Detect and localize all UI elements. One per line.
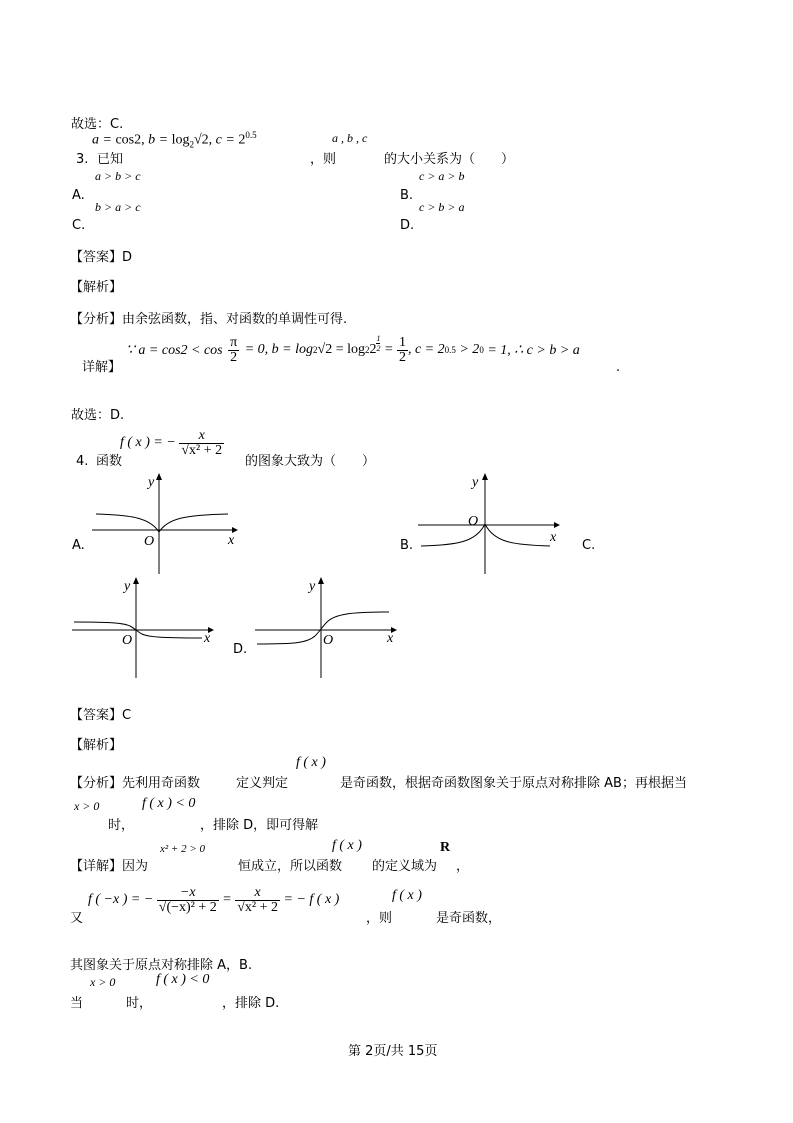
fenxi-text: 由余弦函数，指、对函数的单调性可得.: [122, 312, 348, 327]
graph-a: [92, 470, 242, 576]
graph-c-y-arrow: [133, 577, 139, 584]
q3-option-a-label: A.: [72, 188, 85, 203]
q4-detail-fx: f ( x ): [332, 838, 362, 853]
graph-b-x-label: x: [550, 530, 557, 545]
q4-fenxi-cond1: x > 0: [74, 799, 100, 813]
q3-vars: a , b , c: [332, 131, 368, 145]
q3-number: 3.: [76, 152, 89, 167]
q3-option-d-expr: c > b > a: [419, 200, 465, 214]
answer-tag: 【答案】: [70, 708, 123, 723]
q3-option-b-label: B.: [400, 188, 414, 203]
q4-detail-dang: 当: [70, 996, 84, 1011]
q3-answer: [70, 250, 132, 266]
q3-detail-formula: ∵ a = cos2 < cos $\frac{\pi}{2}$ = 0, b = log 2 √2 = log 2 2 $\frac{1}{2}$ = $\frac{1}{2}$ , c = 2 0.5 > 2 0 = 1, ∴ c > b > a: [126, 333, 580, 365]
q4-number: 4.: [76, 454, 89, 469]
q4-detail-line1: 【详解】因为: [70, 859, 149, 874]
q3-analysis-tag: 【解析】: [70, 280, 123, 295]
graph-a-y-label: y: [148, 475, 155, 490]
q4-stem-prefix: 函数: [96, 454, 123, 469]
q4-fenxi-4: 时，: [108, 818, 135, 833]
q4-detail-8: ，排除 D.: [222, 996, 280, 1011]
answer-value: D: [122, 250, 133, 265]
graph-b-y-arrow: [482, 473, 488, 480]
graph-b-y-label: y: [472, 475, 479, 490]
graph-c-origin: O: [122, 633, 133, 648]
answer-value: C: [122, 708, 132, 723]
q4-answer: [70, 708, 131, 724]
q4-fenxi-3: 是奇函数，根据奇函数图象关于原点对称排除 AB；再根据当: [340, 776, 687, 791]
q4-fenxi-5: ，排除 D，即可得解: [200, 818, 319, 833]
graph-c-y-label: y: [124, 579, 131, 594]
graph-c-x-label: x: [204, 631, 211, 646]
q4-detail-you: 又: [70, 911, 84, 926]
q3-formula: a = cos2, $b = \log_2√2$, $c = 2^{0.5}$: [92, 130, 257, 150]
graph-c: [72, 574, 222, 680]
q4-detail-comma: ，: [456, 859, 470, 874]
graph-b: [418, 470, 568, 576]
q4-detail-5: 是奇函数，: [436, 911, 502, 926]
q4-fenxi-line: 【分析】先利用奇函数: [70, 776, 201, 791]
q3-option-d-label: D.: [400, 218, 415, 233]
q4-analysis-tag: 【解析】: [70, 738, 123, 753]
q4-stem-suffix: 的图象大致为（ ）: [245, 454, 376, 469]
q4-fenxi-cond2: f ( x ) < 0: [142, 796, 196, 811]
q4-detail-3: 的定义域为: [372, 859, 438, 874]
q4-detail-cond3: f ( x ) < 0: [156, 972, 210, 987]
graph-a-origin: O: [144, 534, 155, 549]
q4-func-def: f ( x ) = − $\frac{x}{\text{√x² + 2}}$: [120, 427, 223, 458]
q4-label-d: D.: [233, 642, 248, 657]
graph-b-x-arrow: [554, 522, 560, 528]
q3-stem-suffix: 的大小关系为（ ）: [384, 152, 515, 167]
q4-detail-4: ，则: [366, 911, 393, 926]
q3-option-b-expr: c > a > b: [419, 169, 465, 183]
q4-detail-7: 时，: [126, 996, 153, 1011]
q4-fenxi-2: 定义判定: [236, 776, 289, 791]
q4-label-a: A.: [72, 538, 85, 553]
graph-a-curve: [96, 514, 228, 532]
q3-choose: 故选：D.: [71, 408, 125, 423]
q4-detail-fx2: f ( x ): [392, 888, 422, 903]
q4-fenxi-fx: f ( x ): [296, 755, 326, 770]
fenxi-tag: 【分析】: [70, 312, 123, 327]
q3-fenxi: [70, 312, 347, 328]
graph-a-x-label: x: [228, 533, 235, 548]
q4-detail-R: R: [440, 840, 451, 855]
q3-option-c-label: C.: [72, 218, 86, 233]
prev-answer: 故选：C.: [71, 117, 124, 132]
graph-a-y-arrow: [156, 473, 162, 480]
graph-d: [255, 574, 405, 680]
q3-option-c-expr: b > a > c: [95, 200, 141, 214]
graph-d-x-label: x: [387, 631, 394, 646]
q4-label-b: B.: [400, 538, 414, 553]
graph-d-y-arrow: [318, 577, 324, 584]
fenxi-tag: 【分析】: [70, 776, 123, 791]
q4-detail-expr: f ( −x ) = − $\frac{-x}{\text{√(−x)² + 2}}$ = $\frac{x}{\text{√x² + 2}}$ = − f ( x ): [88, 884, 340, 915]
graph-b-origin: O: [468, 514, 479, 529]
answer-tag: 【答案】: [70, 250, 123, 265]
q3-stem-prefix: 已知: [97, 152, 124, 167]
graph-d-origin: O: [323, 633, 334, 648]
page-footer: 第 2页/共 15页: [348, 1044, 438, 1059]
q4-detail-cond: x² + 2 > 0: [160, 843, 206, 855]
graph-d-y-label: y: [309, 579, 316, 594]
detail-tag: 【详解】: [70, 859, 123, 874]
q3-detail-end: .: [616, 360, 621, 375]
q4-detail-2: 恒成立，所以函数: [238, 859, 343, 874]
q4-detail-6: 其图象关于原点对称排除 A，B.: [70, 958, 253, 973]
q3-detail-tag: 详解】: [82, 360, 122, 375]
q3-stem-mid: ，则: [310, 152, 337, 167]
q4-label-c: C.: [582, 538, 596, 553]
q4-detail-cond2: x > 0: [90, 975, 116, 989]
q3-option-a-expr: a > b > c: [95, 169, 141, 183]
